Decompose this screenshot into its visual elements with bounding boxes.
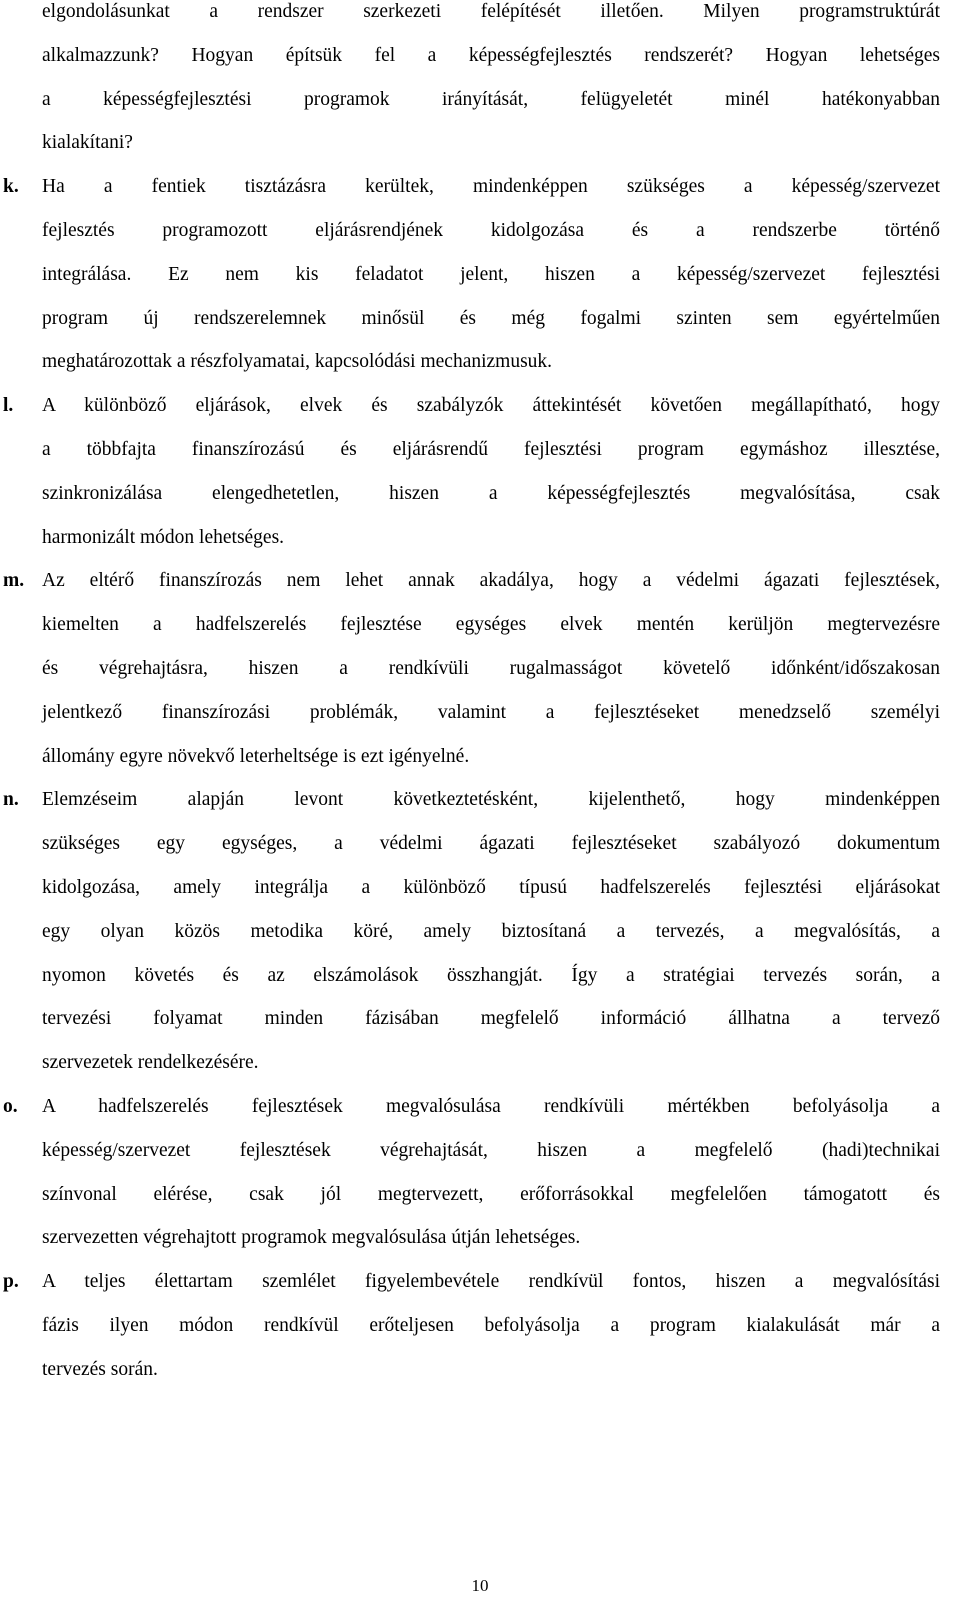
text-line: fejlesztés programozott eljárásrendjének kidolgozása és a rendszerbe történő bbox=[42, 219, 940, 241]
text-line: egy olyan közös metodika köré, amely biztosítaná a tervezés, a megvalósítás, a bbox=[42, 920, 940, 942]
list-marker: p. bbox=[3, 1271, 19, 1293]
text-line: tervezési folyamat minden fázisában megfelelő információ állhatna a tervező bbox=[42, 1008, 940, 1030]
text-line: Elemzéseim alapján levont következtetésként, kijelenthető, hogy mindenképpen bbox=[42, 789, 940, 811]
text-line: fázis ilyen módon rendkívül erőteljesen befolyásolja a program kialakulását már a bbox=[42, 1314, 940, 1336]
text-line: szükséges egy egységes, a védelmi ágazati fejlesztéseket szabályozó dokumentum bbox=[42, 833, 940, 855]
text-line: színvonal elérése, csak jól megtervezett, erőforrásokkal megfelelően támogatott és bbox=[42, 1183, 940, 1205]
page-number: 10 bbox=[471, 1576, 489, 1595]
list-marker: k. bbox=[3, 176, 19, 198]
text-line: harmonizált módon lehetséges. bbox=[42, 526, 285, 548]
list-marker: n. bbox=[3, 789, 19, 811]
text-line: A teljes élettartam szemlélet figyelembevétele rendkívül fontos, hiszen a megvalósítási bbox=[42, 1271, 940, 1293]
text-line: a képességfejlesztési programok irányítását, felügyeletét minél hatékonyabban bbox=[42, 88, 940, 110]
text-line: program új rendszerelemnek minősül és még fogalmi szinten sem egyértelműen bbox=[42, 307, 940, 329]
text-line: A hadfelszerelés fejlesztések megvalósulása rendkívüli mértékben befolyásolja a bbox=[42, 1096, 940, 1117]
text-line: Ha a fentiek tisztázásra kerültek, mindenképpen szükséges a képesség/szervezet bbox=[42, 176, 940, 198]
text-line: kialakítani? bbox=[42, 132, 133, 154]
text-line: tervezés során. bbox=[42, 1358, 158, 1380]
text-line: kiemelten a hadfelszerelés fejlesztése egységes elvek mentén kerüljön megtervezésre bbox=[42, 614, 940, 636]
text-line: képesség/szervezet fejlesztések végrehajtását, hiszen a megfelelő (hadi)technikai bbox=[42, 1139, 940, 1161]
text-line: nyomon követés és az elszámolások összhangját. Így a stratégiai tervezés során, a bbox=[42, 964, 940, 986]
text-line: a többfajta finanszírozású és eljárásrendű fejlesztési program egymáshoz illesztése, bbox=[42, 438, 940, 460]
text-line: elgondolásunkat a rendszer szerkezeti felépítését illetően. Milyen programstruktúrát bbox=[42, 1, 940, 22]
text-line: alkalmazzunk? Hogyan építsük fel a képességfejlesztés rendszerét? Hogyan lehetséges bbox=[42, 44, 940, 66]
text-line: Az eltérő finanszírozás nem lehet annak akadálya, hogy a védelmi ágazati fejlesztések, bbox=[42, 570, 940, 592]
text-line: A különböző eljárások, elvek és szabályzók áttekintését követően megállapítható, hogy bbox=[42, 395, 940, 417]
text-line: szinkronizálása elengedhetetlen, hiszen a képességfejlesztés megvalósítása, csak bbox=[42, 482, 940, 504]
text-line: kidolgozása, amely integrálja a különböző típusú hadfelszerelés fejlesztési eljárásokat bbox=[42, 876, 940, 898]
list-marker: o. bbox=[3, 1096, 18, 1117]
list-marker: l. bbox=[3, 395, 14, 417]
text-line: állomány egyre növekvő leterheltsége is ezt igényelné. bbox=[42, 745, 470, 767]
text-line: meghatározottak a részfolyamatai, kapcsolódási mechanizmusuk. bbox=[42, 351, 553, 373]
list-marker: m. bbox=[3, 570, 25, 592]
text-line: szervezetten végrehajtott programok megvalósulása útján lehetséges. bbox=[42, 1227, 581, 1249]
text-line: szervezetek rendelkezésére. bbox=[42, 1052, 259, 1074]
text-line: integrálása. Ez nem kis feladatot jelent, hiszen a képesség/szervezet fejlesztési bbox=[42, 263, 940, 285]
text-line: és végrehajtásra, hiszen a rendkívüli rugalmasságot követelő időnként/időszakosan bbox=[42, 657, 940, 679]
text-line: jelentkező finanszírozási problémák, valamint a fejlesztéseket menedzselő személyi bbox=[42, 701, 940, 723]
